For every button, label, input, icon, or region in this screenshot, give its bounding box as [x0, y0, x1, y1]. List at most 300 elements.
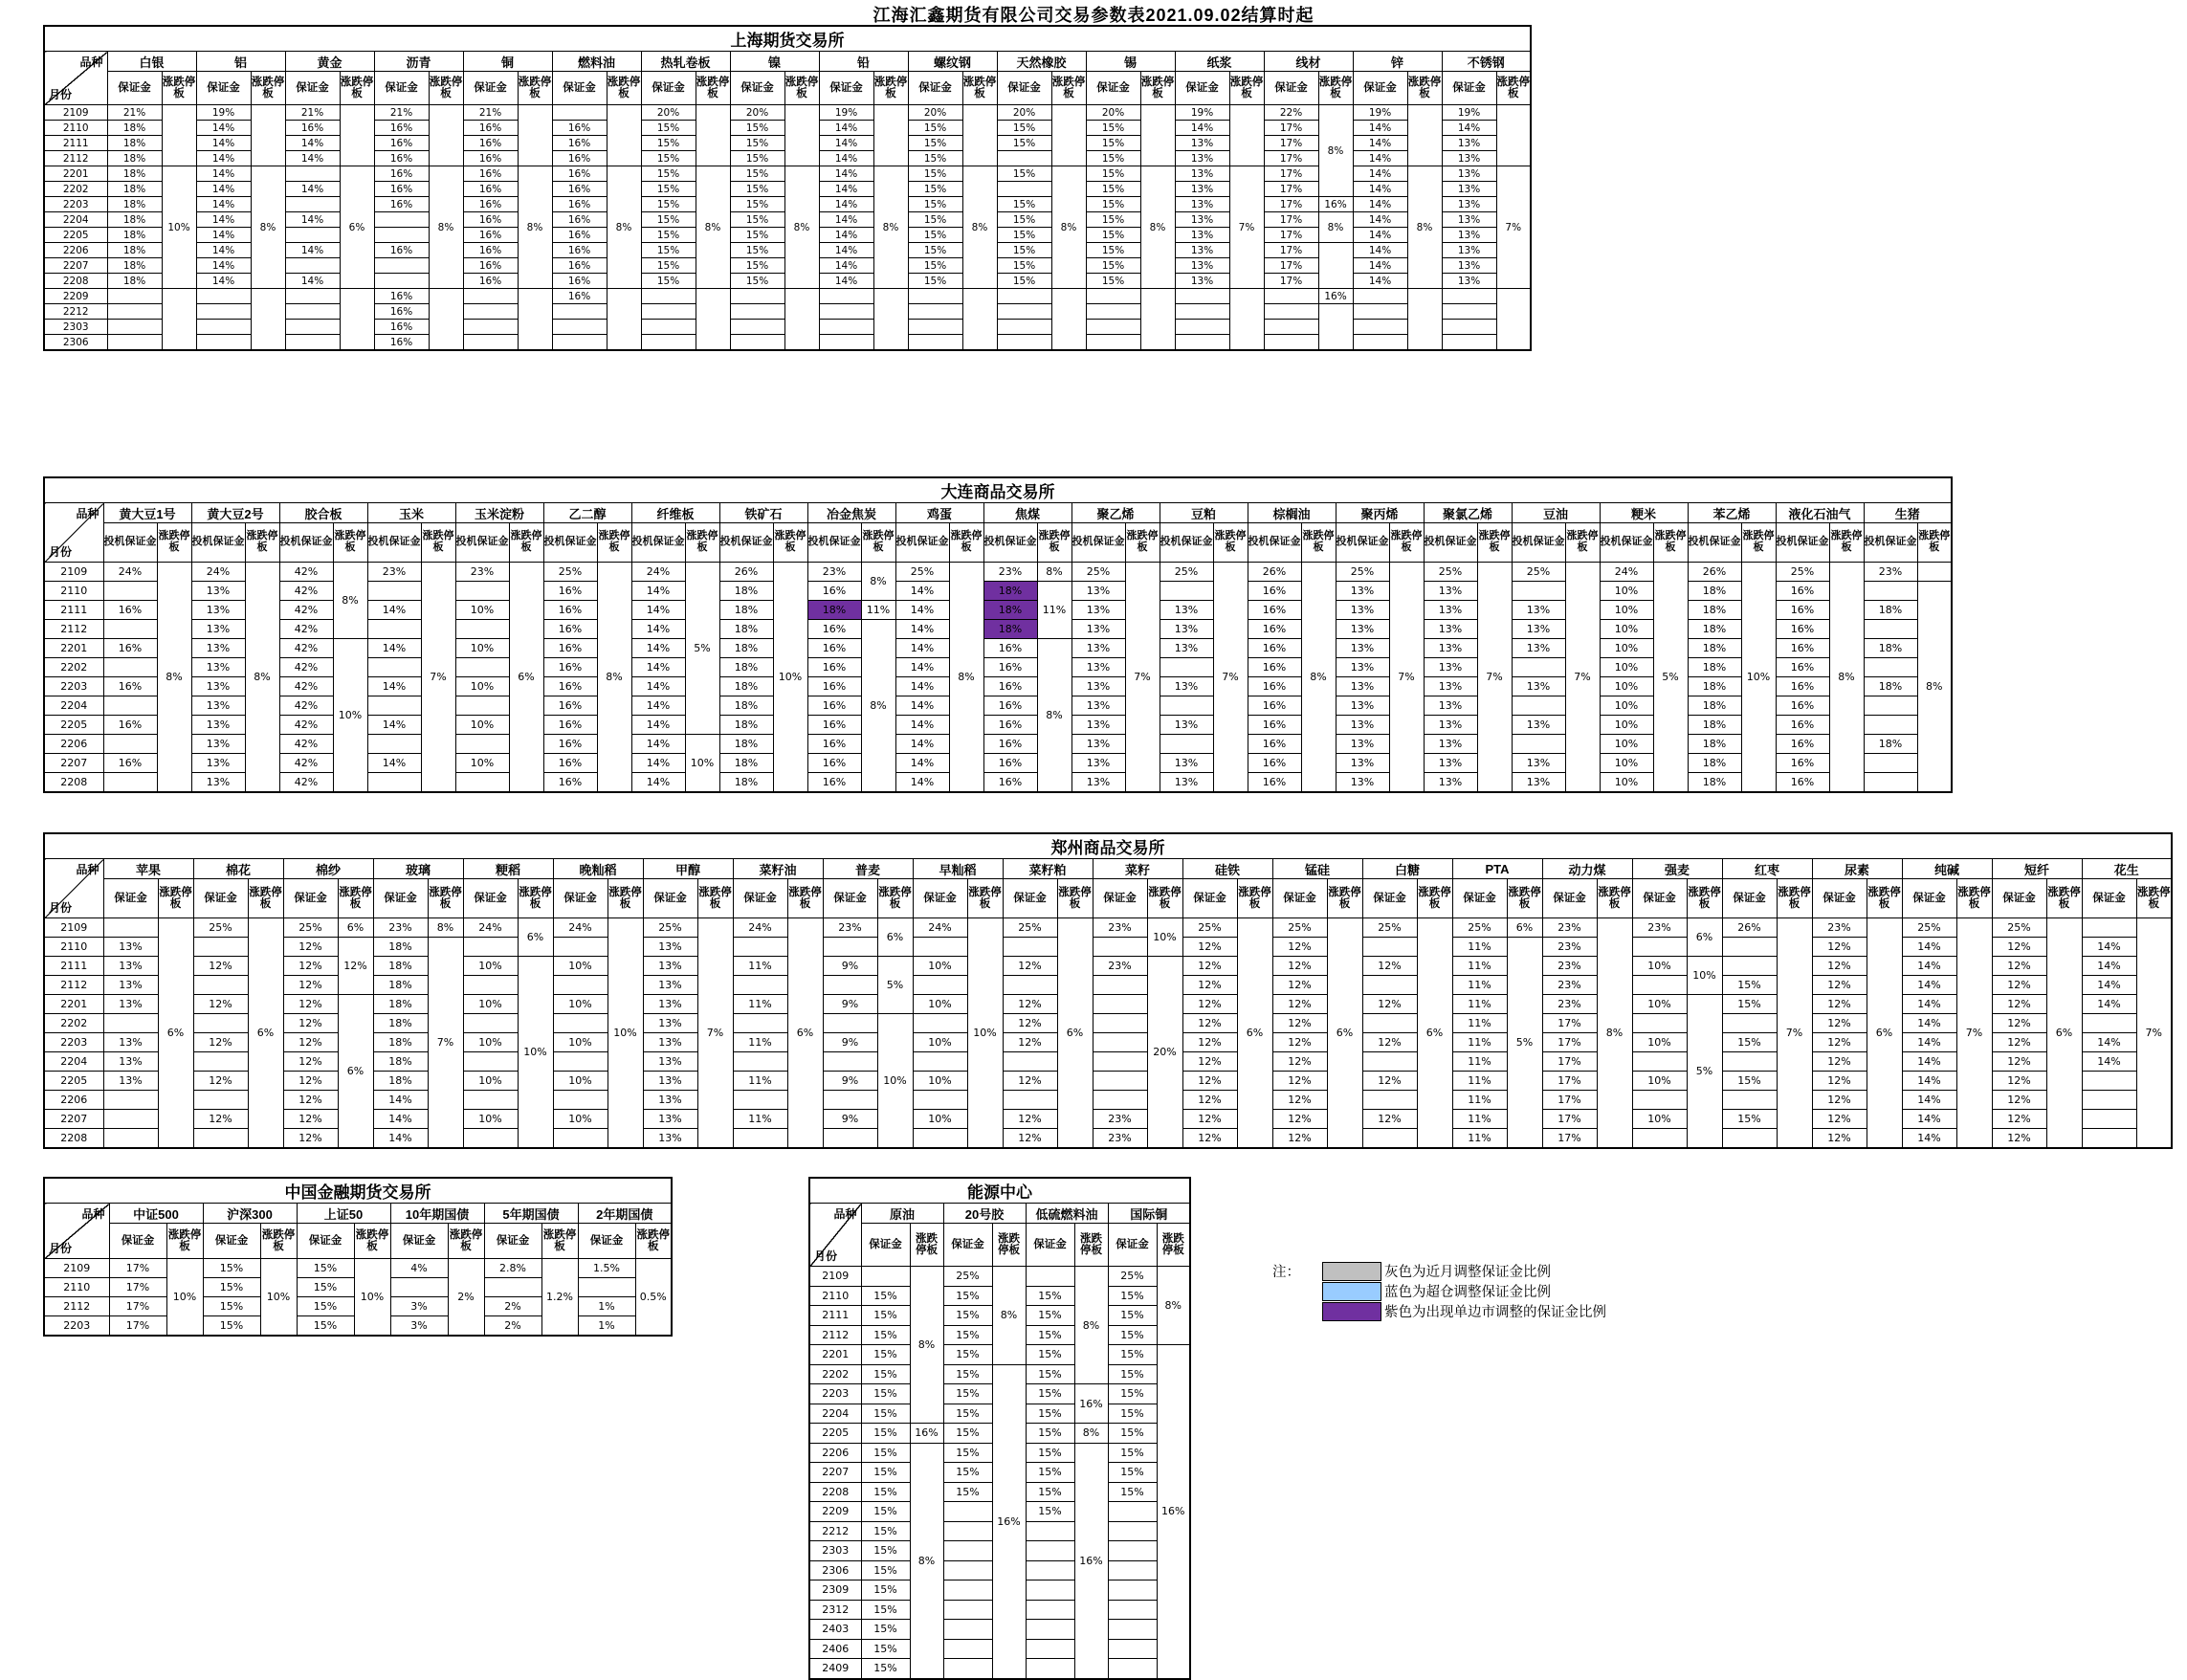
margin-cell [455, 696, 509, 716]
margin-cell: 14% [631, 754, 685, 773]
margin-cell: 18% [719, 658, 773, 677]
margin-cell: 14% [1902, 957, 1956, 976]
margin-cell: 15% [1086, 136, 1140, 151]
margin-header: 投机保证金 [1071, 523, 1125, 563]
product-header: 焦煤 [983, 503, 1071, 523]
margin-cell: 12% [283, 1014, 338, 1033]
margin-cell: 18% [373, 1052, 428, 1072]
margin-cell: 23% [1864, 563, 1917, 582]
margin-cell: 18% [373, 976, 428, 995]
margin-cell [374, 212, 429, 228]
margin-cell: 24% [553, 918, 608, 938]
corner-header [44, 859, 103, 918]
margin-header: 保证金 [913, 879, 967, 918]
margin-cell: 12% [1272, 1129, 1327, 1149]
margin-cell [823, 1129, 877, 1149]
margin-cell: 14% [196, 197, 251, 212]
month-cell: 2206 [809, 1443, 861, 1463]
margin-cell: 16% [1776, 582, 1829, 601]
month-cell: 2203 [44, 197, 107, 212]
margin-cell [908, 320, 962, 335]
limit-cell [251, 105, 285, 166]
margin-cell: 10% [455, 754, 509, 773]
product-header: 甲醇 [643, 859, 733, 879]
margin-cell: 15% [861, 1424, 910, 1444]
limit-cell [251, 289, 285, 351]
margin-cell: 16% [1248, 677, 1301, 696]
margin-cell: 12% [1812, 995, 1867, 1014]
margin-cell: 12% [283, 995, 338, 1014]
page-title: 江海汇鑫期货有限公司交易参数表2021.09.02结算时起 [873, 6, 1314, 25]
margin-cell: 14% [285, 212, 340, 228]
margin-cell [997, 304, 1051, 320]
margin-cell: 16% [543, 696, 597, 716]
margin-cell [103, 658, 157, 677]
limit-header: 涨跌停板 [1507, 879, 1542, 918]
margin-cell: 18% [373, 1033, 428, 1052]
month-cell: 2109 [809, 1267, 861, 1287]
margin-cell: 11% [1452, 1072, 1507, 1091]
margin-cell: 25% [943, 1267, 992, 1287]
margin-cell: 14% [631, 735, 685, 754]
margin-header: 保证金 [1264, 72, 1318, 105]
margin-cell: 12% [193, 1110, 248, 1129]
limit-header: 涨跌停板 [1917, 523, 1952, 563]
product-header: 铅 [819, 52, 908, 72]
margin-cell: 14% [631, 773, 685, 793]
exchange-title: 郑州商品交易所 [44, 833, 2172, 859]
margin-cell: 13% [191, 620, 245, 639]
limit-cell: 8% [784, 166, 819, 289]
margin-cell: 15% [943, 1325, 992, 1345]
margin-cell: 11% [733, 957, 787, 976]
margin-cell: 12% [1362, 1072, 1417, 1091]
limit-cell: 8% [1407, 166, 1442, 289]
month-cell: 2208 [44, 274, 107, 289]
margin-cell [1362, 938, 1417, 957]
product-header: 原油 [861, 1204, 943, 1224]
limit-header: 涨跌停板 [1597, 879, 1632, 918]
month-cell: 2206 [44, 1091, 103, 1110]
margin-cell: 25% [1902, 918, 1956, 938]
margin-cell: 12% [1992, 1014, 2046, 1033]
margin-cell: 16% [983, 735, 1037, 754]
shfe-table [43, 25, 1532, 351]
margin-cell [1632, 1052, 1687, 1072]
limit-header: 涨跌停板 [1301, 523, 1336, 563]
margin-cell: 14% [2082, 976, 2136, 995]
margin-cell: 21% [374, 105, 429, 121]
margin-cell: 13% [1071, 639, 1125, 658]
margin-cell: 13% [1071, 696, 1125, 716]
limit-header: 涨跌停板 [2136, 879, 2172, 918]
margin-cell: 13% [1424, 658, 1477, 677]
margin-cell: 23% [1542, 957, 1597, 976]
margin-cell: 10% [1600, 677, 1653, 696]
limit-cell: 7% [1213, 563, 1248, 793]
margin-cell [1026, 1521, 1074, 1541]
margin-header: 保证金 [297, 1224, 354, 1259]
margin-cell: 16% [463, 121, 518, 136]
month-cell: 2203 [809, 1384, 861, 1404]
limit-cell: 8% [597, 563, 631, 793]
margin-header: 保证金 [578, 1224, 635, 1259]
product-header: 胶合板 [279, 503, 367, 523]
margin-cell: 15% [641, 182, 696, 197]
margin-cell: 15% [861, 1443, 910, 1463]
margin-cell [285, 335, 340, 351]
margin-cell: 16% [374, 197, 429, 212]
margin-cell [1003, 938, 1057, 957]
margin-cell [1722, 1052, 1777, 1072]
limit-cell: 10% [1741, 563, 1776, 793]
month-cell: 2202 [809, 1364, 861, 1384]
margin-cell: 15% [730, 258, 784, 274]
limit-cell: 6% [1327, 918, 1362, 1149]
margin-cell: 12% [1992, 976, 2046, 995]
margin-cell: 12% [1182, 1110, 1237, 1129]
margin-cell: 15% [908, 136, 962, 151]
margin-header: 投机保证金 [1688, 523, 1741, 563]
margin-cell: 12% [1812, 1091, 1867, 1110]
margin-cell: 16% [543, 677, 597, 696]
margin-cell [463, 1091, 518, 1110]
margin-header: 保证金 [484, 1224, 541, 1259]
limit-header: 涨跌停板 [1741, 523, 1776, 563]
margin-cell: 16% [1248, 696, 1301, 716]
month-cell: 2312 [809, 1600, 861, 1620]
margin-cell: 12% [1272, 938, 1327, 957]
product-header: 黄金 [285, 52, 374, 72]
margin-cell [552, 304, 607, 320]
margin-cell: 16% [1248, 620, 1301, 639]
margin-cell: 14% [196, 212, 251, 228]
month-cell: 2201 [44, 639, 103, 658]
limit-cell: 6% [338, 995, 373, 1149]
margin-cell: 10% [463, 1110, 518, 1129]
margin-cell: 22% [1264, 105, 1318, 121]
margin-cell [193, 1014, 248, 1033]
corner-header [44, 503, 103, 563]
margin-cell: 17% [1264, 258, 1318, 274]
margin-cell: 15% [861, 1325, 910, 1345]
limit-cell [962, 105, 997, 166]
margin-cell: 17% [109, 1316, 166, 1337]
margin-cell: 15% [861, 1482, 910, 1502]
margin-cell: 15% [861, 1306, 910, 1326]
exchange-title: 能源中心 [809, 1178, 1190, 1204]
limit-header: 涨跌停板 [340, 72, 374, 105]
margin-cell: 16% [1248, 754, 1301, 773]
margin-cell: 13% [1336, 620, 1389, 639]
margin-cell: 18% [1688, 582, 1741, 601]
margin-cell: 23% [373, 918, 428, 938]
margin-cell [733, 1052, 787, 1072]
margin-cell [819, 304, 873, 320]
margin-cell: 15% [641, 121, 696, 136]
margin-cell: 42% [279, 773, 333, 793]
margin-cell: 18% [719, 620, 773, 639]
margin-cell: 10% [1600, 620, 1653, 639]
margin-cell [1362, 1091, 1417, 1110]
margin-cell: 14% [196, 182, 251, 197]
limit-cell: 8% [251, 166, 285, 289]
margin-cell: 14% [1902, 938, 1956, 957]
margin-cell: 42% [279, 658, 333, 677]
margin-header: 保证金 [1452, 879, 1507, 918]
margin-cell: 19% [819, 105, 873, 121]
margin-cell: 20% [641, 105, 696, 121]
limit-cell: 8% [1037, 639, 1071, 793]
margin-cell: 10% [1600, 754, 1653, 773]
margin-cell: 16% [543, 716, 597, 735]
margin-cell: 13% [1160, 773, 1213, 793]
margin-cell: 15% [1026, 1424, 1074, 1444]
margin-header: 投机保证金 [719, 523, 773, 563]
margin-cell: 13% [1442, 212, 1496, 228]
limit-cell: 6% [518, 918, 553, 957]
month-cell: 2206 [44, 243, 107, 258]
margin-cell: 2.8% [484, 1259, 541, 1278]
margin-cell [943, 1659, 992, 1679]
corner-month-label: 月份 [49, 88, 73, 101]
limit-cell: 6% [2046, 918, 2082, 1149]
month-cell: 2207 [44, 1110, 103, 1129]
margin-cell: 10% [913, 957, 967, 976]
margin-cell [908, 335, 962, 351]
margin-cell: 10% [1600, 658, 1653, 677]
product-header: 早籼稻 [913, 859, 1003, 879]
limit-header: 涨跌停板 [1327, 879, 1362, 918]
limit-header: 涨跌停板 [428, 879, 463, 918]
margin-cell: 18% [1688, 620, 1741, 639]
margin-cell [1362, 1129, 1417, 1149]
corner-variety-label: 品种 [81, 1207, 105, 1221]
margin-cell: 14% [631, 601, 685, 620]
margin-cell: 18% [719, 735, 773, 754]
margin-header: 投机保证金 [895, 523, 949, 563]
margin-cell: 16% [1776, 754, 1829, 773]
margin-cell: 13% [1175, 197, 1229, 212]
margin-cell: 12% [1003, 1072, 1057, 1091]
product-header: 镍 [730, 52, 819, 72]
limit-cell [1318, 304, 1353, 351]
limit-header: 涨跌停板 [158, 879, 193, 918]
margin-cell: 12% [283, 1091, 338, 1110]
limit-header: 涨跌停板 [1687, 879, 1722, 918]
margin-cell: 14% [2082, 1052, 2136, 1072]
margin-cell: 18% [1688, 677, 1741, 696]
margin-cell: 10% [455, 677, 509, 696]
margin-cell: 13% [103, 1072, 158, 1091]
margin-cell [908, 304, 962, 320]
margin-cell: 18% [107, 212, 162, 228]
limit-cell [607, 289, 641, 351]
limit-header: 涨跌停板 [1777, 879, 1812, 918]
margin-cell: 12% [1182, 1033, 1237, 1052]
margin-cell: 12% [283, 1110, 338, 1129]
margin-cell: 10% [455, 716, 509, 735]
margin-cell: 23% [1542, 976, 1597, 995]
margin-cell [367, 735, 421, 754]
margin-cell [943, 1620, 992, 1640]
margin-cell: 16% [374, 151, 429, 166]
margin-cell: 18% [1864, 639, 1917, 658]
margin-cell: 3% [390, 1297, 448, 1316]
margin-cell: 10% [1600, 582, 1653, 601]
margin-cell [463, 289, 518, 304]
month-cell: 2201 [44, 166, 107, 182]
limit-cell: 16% [1074, 1443, 1108, 1679]
margin-cell [1512, 658, 1565, 677]
margin-cell: 18% [107, 121, 162, 136]
margin-cell: 15% [861, 1463, 910, 1483]
margin-cell: 24% [191, 563, 245, 582]
margin-cell: 15% [1026, 1325, 1074, 1345]
limit-cell: 7% [421, 563, 455, 793]
margin-cell: 13% [643, 1052, 697, 1072]
margin-cell [1175, 304, 1229, 320]
margin-header: 保证金 [1362, 879, 1417, 918]
margin-header: 投机保证金 [1336, 523, 1389, 563]
margin-cell [553, 1014, 608, 1033]
margin-cell [1175, 320, 1229, 335]
margin-cell [193, 938, 248, 957]
margin-cell: 18% [373, 1072, 428, 1091]
margin-cell: 13% [1175, 228, 1229, 243]
margin-cell: 13% [1424, 601, 1477, 620]
margin-cell [1264, 304, 1318, 320]
margin-cell: 13% [643, 1033, 697, 1052]
margin-cell [463, 938, 518, 957]
limit-cell: 7% [1125, 563, 1160, 793]
legend [1272, 1261, 1606, 1321]
margin-cell: 17% [1264, 243, 1318, 258]
margin-header: 保证金 [1992, 879, 2046, 918]
margin-cell [1442, 289, 1496, 304]
margin-cell: 12% [283, 1033, 338, 1052]
margin-cell [1093, 1091, 1147, 1110]
margin-cell [552, 335, 607, 351]
month-cell: 2207 [809, 1463, 861, 1483]
margin-cell: 15% [861, 1639, 910, 1659]
margin-cell: 26% [1722, 918, 1777, 938]
margin-cell: 17% [1542, 1033, 1597, 1052]
margin-cell: 10% [1600, 735, 1653, 754]
margin-cell: 13% [1336, 677, 1389, 696]
margin-cell: 15% [861, 1600, 910, 1620]
margin-cell: 15% [943, 1364, 992, 1384]
margin-cell [1264, 289, 1318, 304]
month-cell: 2110 [44, 121, 107, 136]
margin-cell: 14% [895, 677, 949, 696]
limit-header: 涨跌停板 [635, 1224, 672, 1259]
margin-cell [285, 166, 340, 182]
limit-header: 涨跌停板 [685, 523, 719, 563]
margin-cell: 16% [374, 335, 429, 351]
margin-cell: 14% [2082, 995, 2136, 1014]
margin-header: 投机保证金 [1776, 523, 1829, 563]
margin-cell [1108, 1581, 1157, 1601]
margin-cell: 13% [1424, 754, 1477, 773]
margin-cell: 16% [552, 228, 607, 243]
margin-cell: 12% [1003, 1110, 1057, 1129]
margin-cell: 10% [463, 957, 518, 976]
product-header: 纯碱 [1902, 859, 1992, 879]
margin-header: 保证金 [1272, 879, 1327, 918]
margin-cell: 10% [553, 1110, 608, 1129]
margin-header: 保证金 [373, 879, 428, 918]
margin-cell: 18% [719, 716, 773, 735]
margin-cell: 17% [1542, 1052, 1597, 1072]
limit-cell: 10% [518, 957, 553, 1149]
limit-cell: 11% [861, 601, 895, 620]
margin-cell: 14% [196, 121, 251, 136]
margin-header: 投机保证金 [367, 523, 421, 563]
margin-cell: 14% [285, 151, 340, 166]
margin-cell [1175, 335, 1229, 351]
margin-cell: 14% [2082, 938, 2136, 957]
margin-cell: 18% [107, 228, 162, 243]
margin-cell: 13% [1424, 677, 1477, 696]
margin-cell: 12% [1992, 938, 2046, 957]
margin-cell: 12% [1272, 995, 1327, 1014]
limit-cell [429, 289, 463, 351]
margin-cell: 25% [193, 918, 248, 938]
margin-cell: 10% [1632, 995, 1687, 1014]
margin-cell: 13% [1424, 639, 1477, 658]
limit-cell: 6% [509, 563, 543, 793]
margin-cell: 13% [1175, 151, 1229, 166]
margin-cell: 14% [895, 754, 949, 773]
margin-cell: 10% [553, 1072, 608, 1091]
limit-header: 涨跌停板 [784, 72, 819, 105]
margin-header: 保证金 [1442, 72, 1496, 105]
margin-cell: 18% [373, 938, 428, 957]
margin-cell: 13% [1175, 274, 1229, 289]
margin-cell: 23% [455, 563, 509, 582]
margin-cell: 16% [374, 182, 429, 197]
margin-cell: 14% [285, 136, 340, 151]
margin-cell: 13% [1071, 677, 1125, 696]
margin-cell: 15% [1026, 1286, 1074, 1306]
margin-cell [2082, 1129, 2136, 1149]
margin-header: 保证金 [1175, 72, 1229, 105]
margin-cell: 18% [107, 136, 162, 151]
limit-cell: 16% [1157, 1345, 1190, 1679]
margin-cell: 9% [823, 995, 877, 1014]
margin-cell: 25% [1776, 563, 1829, 582]
margin-header: 投机保证金 [1424, 523, 1477, 563]
margin-cell: 15% [997, 166, 1051, 182]
margin-cell [196, 304, 251, 320]
product-header: 低硫燃料油 [1026, 1204, 1108, 1224]
margin-cell: 10% [1600, 696, 1653, 716]
margin-cell: 17% [1264, 151, 1318, 166]
margin-cell: 16% [983, 716, 1037, 735]
margin-cell [107, 289, 162, 304]
margin-cell: 13% [1071, 716, 1125, 735]
margin-cell: 17% [1264, 197, 1318, 212]
margin-cell: 10% [1600, 639, 1653, 658]
margin-cell [103, 1110, 158, 1129]
margin-cell [1512, 735, 1565, 754]
margin-cell [390, 1278, 448, 1297]
limit-header: 涨跌停板 [873, 72, 908, 105]
czce-table [43, 832, 2173, 1149]
margin-cell: 23% [823, 918, 877, 938]
margin-cell: 14% [196, 228, 251, 243]
